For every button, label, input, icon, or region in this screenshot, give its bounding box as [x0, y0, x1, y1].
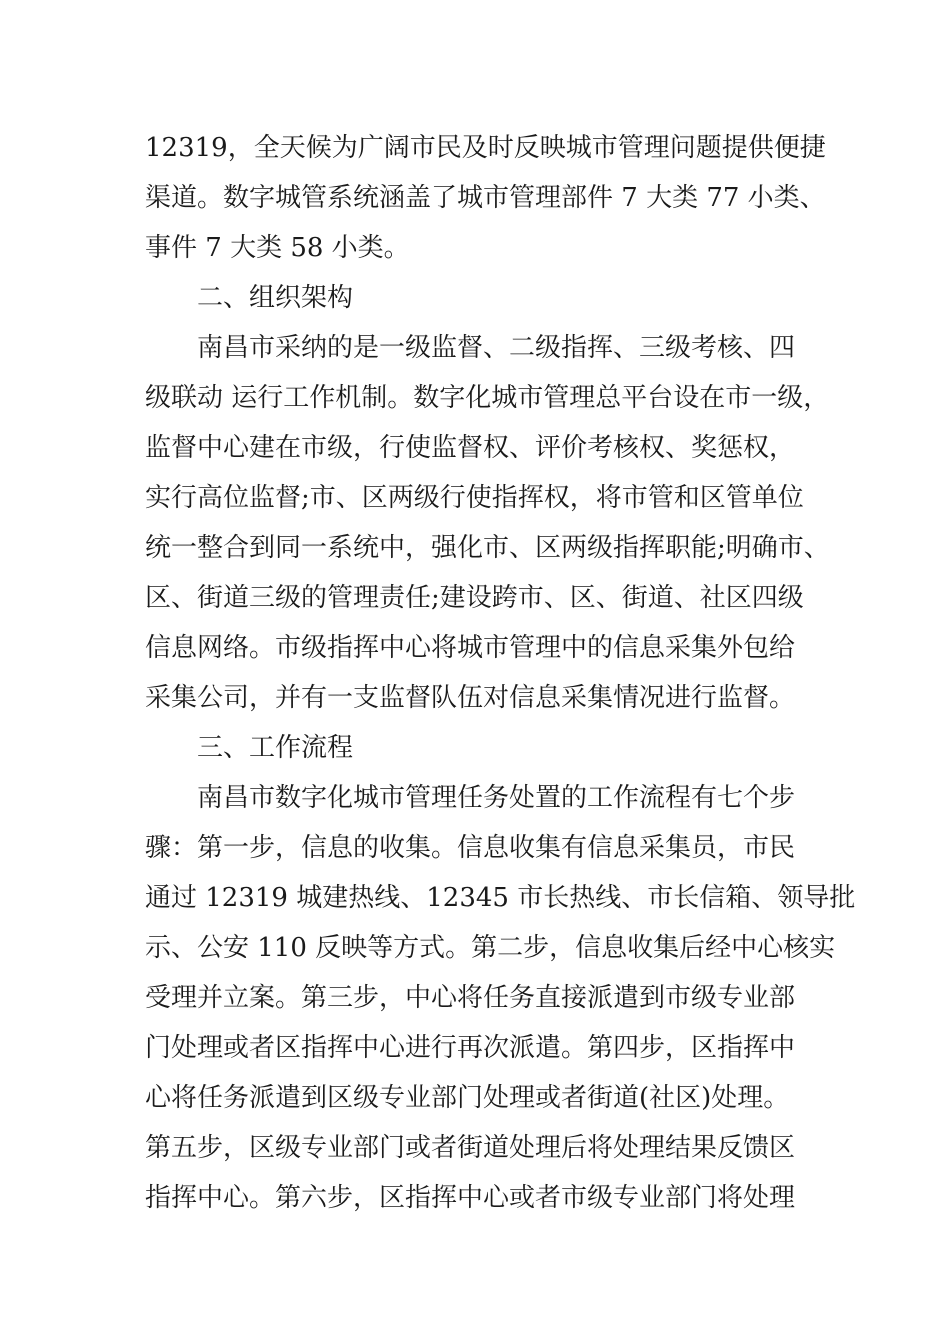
text-line: 门处理或者区指挥中心进行再次派遣。第四步，区指挥中	[145, 1033, 796, 1063]
text-line: 南昌市采纳的是一级监督、二级指挥、三级考核、四	[197, 333, 796, 363]
section-heading: 三、工作流程	[197, 733, 354, 763]
text-line: 12319，全天候为广阔市民及时反映城市管理问题提供便捷	[145, 133, 826, 163]
text-line: 南昌市数字化城市管理任务处置的工作流程有七个步	[197, 783, 796, 813]
text-line: 受理并立案。第三步，中心将任务直接派遣到市级专业部	[145, 983, 796, 1013]
text-line: 事件 7 大类 58 小类。	[145, 233, 410, 263]
text-line: 监督中心建在市级，行使监督权、评价考核权、奖惩权，	[145, 433, 796, 463]
text-line: 心将任务派遣到区级专业部门处理或者街道(社区)处理。	[145, 1083, 790, 1113]
text-line: 骤：第一步，信息的收集。信息收集有信息采集员，市民	[145, 833, 796, 863]
text-line: 信息网络。市级指挥中心将城市管理中的信息采集外包给	[145, 633, 796, 663]
text-line: 统一整合到同一系统中，强化市、区两级指挥职能;明确市、	[145, 533, 830, 563]
section-heading: 二、组织架构	[197, 283, 354, 313]
text-line: 级联动 运行工作机制。数字化城市管理总平台设在市一级，	[145, 383, 830, 413]
text-line: 区、街道三级的管理责任;建设跨市、区、街道、社区四级	[145, 583, 804, 613]
text-line: 通过 12319 城建热线、12345 市长热线、市长信箱、领导批	[145, 883, 856, 913]
text-line: 示、公安 110 反映等方式。第二步，信息收集后经中心核实	[145, 933, 836, 963]
text-line: 指挥中心。第六步，区指挥中心或者市级专业部门将处理	[145, 1183, 796, 1213]
text-line: 采集公司，并有一支监督队伍对信息采集情况进行监督。	[145, 683, 796, 713]
text-line: 第五步，区级专业部门或者街道处理后将处理结果反馈区	[145, 1133, 796, 1163]
text-line: 实行高位监督;市、区两级行使指挥权，将市管和区管单位	[145, 483, 804, 513]
text-line: 渠道。数字城管系统涵盖了城市管理部件 7 大类 77 小类、	[145, 183, 826, 213]
